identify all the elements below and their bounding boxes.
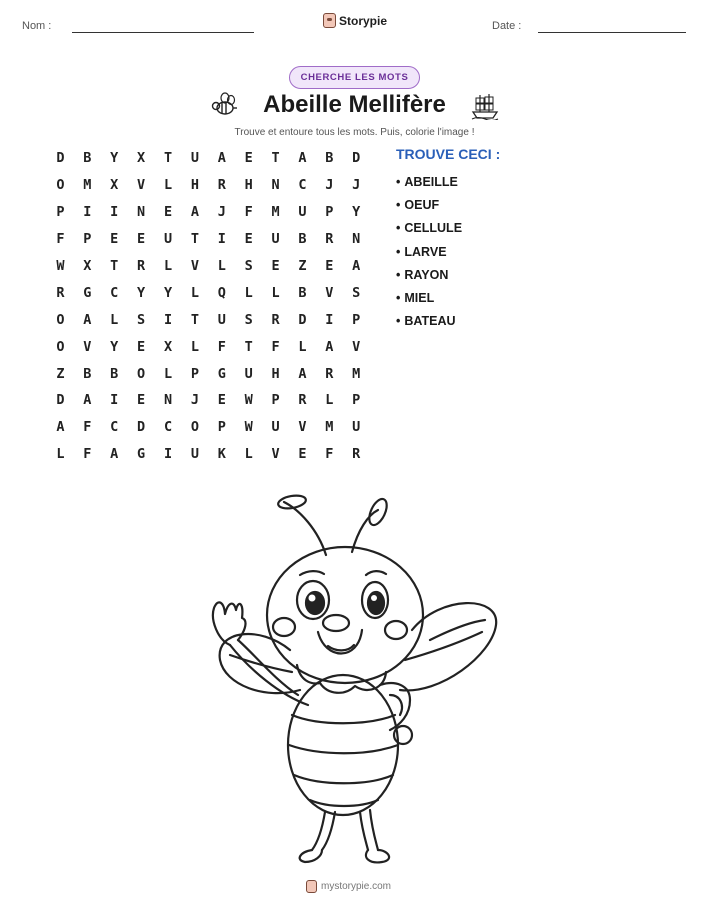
grid-letter: E bbox=[244, 231, 253, 248]
grid-letter: G bbox=[137, 446, 146, 463]
word-text: OEUF bbox=[404, 197, 440, 212]
grid-letter: E bbox=[217, 392, 226, 409]
word-list-item bbox=[396, 286, 462, 309]
grid-letter: D bbox=[56, 392, 65, 409]
grid-letter: A bbox=[298, 150, 307, 167]
grid-letter: V bbox=[325, 284, 334, 301]
grid-letter: U bbox=[217, 311, 226, 328]
word-list bbox=[396, 170, 462, 333]
grid-letter: J bbox=[190, 392, 199, 409]
word-text: ABEILLE bbox=[404, 174, 458, 189]
grid-letter: S bbox=[244, 311, 253, 328]
activity-badge: CHERCHE LES MOTS bbox=[289, 66, 420, 89]
grid-letter: U bbox=[271, 231, 280, 248]
grid-letter: Z bbox=[56, 365, 65, 382]
word-list-item bbox=[396, 240, 462, 263]
word-list-item bbox=[396, 170, 462, 193]
grid-letter: P bbox=[271, 392, 280, 409]
grid-letter: G bbox=[83, 284, 92, 301]
grid-letter: X bbox=[110, 177, 119, 194]
grid-letter: U bbox=[244, 365, 253, 382]
grid-letter: O bbox=[137, 365, 146, 382]
grid-letter: X bbox=[83, 258, 92, 274]
grid-letter: D bbox=[56, 150, 65, 167]
grid-letter: E bbox=[325, 258, 334, 274]
grid-letter: U bbox=[163, 231, 173, 248]
grid-letter: E bbox=[244, 150, 253, 167]
instructions: Trouve et entoure tous les mots. Puis, colorie l'image ! bbox=[234, 127, 475, 138]
grid-letter: L bbox=[325, 392, 334, 409]
brand bbox=[323, 13, 387, 28]
word-text: MIEL bbox=[404, 291, 435, 306]
grid-letter: N bbox=[137, 204, 146, 221]
grid-letter: S bbox=[352, 284, 361, 301]
grid-letter: C bbox=[110, 284, 119, 301]
grid-letter: J bbox=[352, 177, 361, 194]
word-text: CELLULE bbox=[404, 221, 463, 236]
word-text: BATEAU bbox=[404, 314, 456, 329]
grid-letter: L bbox=[56, 446, 65, 463]
name-line bbox=[72, 32, 254, 33]
grid-letter: B bbox=[298, 231, 307, 248]
grid-letter: U bbox=[190, 150, 199, 167]
word-list-item bbox=[396, 310, 462, 333]
grid-letter: Y bbox=[163, 284, 173, 301]
grid-letter: L bbox=[244, 284, 253, 301]
grid-letter: L bbox=[110, 311, 119, 328]
grid-letter: U bbox=[271, 419, 280, 436]
grid-letter: N bbox=[352, 231, 361, 248]
grid-letter: C bbox=[110, 419, 119, 436]
bullet-icon: • bbox=[396, 221, 401, 236]
grid-letter: N bbox=[163, 392, 173, 409]
grid-letter: F bbox=[83, 446, 92, 463]
grid-letter: P bbox=[352, 311, 361, 328]
grid-letter: M bbox=[352, 365, 361, 382]
grid-letter: E bbox=[298, 446, 307, 463]
grid-letter: V bbox=[298, 419, 307, 436]
grid-letter: L bbox=[163, 365, 173, 382]
grid-letter: E bbox=[271, 258, 280, 274]
grid-letter: M bbox=[325, 419, 334, 436]
grid-letter: R bbox=[271, 311, 280, 328]
grid-letter: V bbox=[190, 258, 199, 274]
grid-letter: N bbox=[271, 177, 280, 194]
footer bbox=[306, 880, 391, 893]
grid-letter: B bbox=[298, 284, 307, 301]
grid-letter: P bbox=[83, 231, 92, 248]
grid-letter: F bbox=[56, 231, 65, 248]
grid-letter: I bbox=[217, 231, 226, 248]
grid-letter: D bbox=[298, 311, 307, 328]
grid-letter: A bbox=[56, 419, 65, 436]
grid-letter: R bbox=[325, 365, 334, 382]
grid-letter: I bbox=[110, 392, 119, 409]
name-label: Nom : bbox=[22, 20, 52, 32]
grid-letter: I bbox=[163, 446, 173, 463]
grid-letter: F bbox=[244, 204, 253, 221]
bullet-icon: • bbox=[396, 291, 401, 306]
grid-letter: R bbox=[137, 258, 146, 274]
grid-letter: V bbox=[352, 338, 361, 355]
grid-letter: W bbox=[244, 392, 253, 409]
grid-letter: E bbox=[137, 392, 146, 409]
grid-letter: S bbox=[244, 258, 253, 274]
grid-letter: L bbox=[217, 258, 226, 274]
grid-letter: P bbox=[190, 365, 199, 382]
bullet-icon: • bbox=[396, 197, 401, 212]
grid-letter: L bbox=[190, 284, 199, 301]
grid-letter: L bbox=[244, 446, 253, 463]
grid-letter: T bbox=[190, 231, 199, 248]
ship-icon bbox=[470, 92, 500, 120]
grid-letter: J bbox=[325, 177, 334, 194]
grid-letter: A bbox=[190, 204, 199, 221]
grid-letter: B bbox=[83, 150, 92, 167]
grid-letter: O bbox=[56, 177, 65, 194]
grid-letter: L bbox=[298, 338, 307, 355]
date-label: Date : bbox=[492, 20, 522, 32]
bullet-icon: • bbox=[396, 244, 401, 259]
word-text: RAYON bbox=[404, 267, 449, 282]
grid-letter: X bbox=[137, 150, 146, 167]
grid-letter: R bbox=[56, 284, 65, 301]
grid-letter: G bbox=[217, 365, 226, 382]
grid-letter: A bbox=[352, 258, 361, 274]
bullet-icon: • bbox=[396, 314, 401, 329]
grid-letter: F bbox=[217, 338, 226, 355]
grid-letter: H bbox=[190, 177, 199, 194]
storypie-logo-icon bbox=[323, 13, 336, 28]
grid-letter: E bbox=[163, 204, 173, 221]
grid-letter: V bbox=[83, 338, 92, 355]
grid-letter: U bbox=[190, 446, 199, 463]
footer-url: mystorypie.com bbox=[321, 881, 392, 892]
page-title: Abeille Mellifère bbox=[263, 91, 446, 118]
grid-letter: Y bbox=[352, 204, 361, 221]
grid-letter: K bbox=[217, 446, 226, 463]
grid-letter: A bbox=[83, 311, 92, 328]
grid-letter: R bbox=[298, 392, 307, 409]
grid-letter: O bbox=[56, 338, 65, 355]
grid-letter: J bbox=[217, 204, 226, 221]
grid-letter: R bbox=[325, 231, 334, 248]
grid-letter: E bbox=[110, 231, 119, 248]
grid-letter: A bbox=[110, 446, 119, 463]
word-search-grid bbox=[47, 145, 370, 468]
grid-letter: Z bbox=[298, 258, 307, 274]
grid-letter: O bbox=[56, 311, 65, 328]
word-text: LARVE bbox=[404, 244, 447, 259]
grid-letter: A bbox=[217, 150, 226, 167]
date-line bbox=[538, 32, 686, 33]
grid-letter: P bbox=[217, 419, 226, 436]
bee-illustration bbox=[200, 490, 510, 875]
grid-letter: P bbox=[56, 204, 65, 221]
grid-letter: Q bbox=[217, 284, 226, 301]
grid-letter: I bbox=[110, 204, 119, 221]
grid-letter: T bbox=[271, 150, 280, 167]
word-list-item bbox=[396, 193, 462, 216]
grid-letter: P bbox=[352, 392, 361, 409]
grid-letter: O bbox=[190, 419, 199, 436]
grid-letter: T bbox=[244, 338, 253, 355]
storypie-logo-icon bbox=[306, 880, 317, 893]
grid-letter: A bbox=[325, 338, 334, 355]
grid-letter: H bbox=[271, 365, 280, 382]
grid-letter: T bbox=[163, 150, 173, 167]
grid-letter: V bbox=[271, 446, 280, 463]
grid-letter: L bbox=[163, 258, 173, 274]
grid-letter: U bbox=[352, 419, 361, 436]
grid-letter: P bbox=[325, 204, 334, 221]
grid-letter: T bbox=[190, 311, 199, 328]
grid-letter: Y bbox=[110, 150, 119, 167]
grid-letter: Y bbox=[110, 338, 119, 355]
grid-letter: S bbox=[137, 311, 146, 328]
grid-letter: U bbox=[298, 204, 307, 221]
brand-name: Storypie bbox=[339, 13, 388, 28]
grid-letter: C bbox=[163, 419, 173, 436]
grid-letter: F bbox=[325, 446, 334, 463]
word-list-item bbox=[396, 217, 462, 240]
word-list-title: TROUVE CECI : bbox=[396, 146, 501, 162]
word-list-item bbox=[396, 263, 462, 286]
grid-letter: M bbox=[83, 177, 92, 194]
grid-letter: D bbox=[352, 150, 361, 167]
grid-letter: D bbox=[137, 419, 146, 436]
grid-letter: E bbox=[137, 338, 146, 355]
grid-letter: F bbox=[271, 338, 280, 355]
grid-letter: L bbox=[163, 177, 173, 194]
grid-letter: T bbox=[110, 258, 119, 274]
grid-letter: I bbox=[83, 204, 92, 221]
grid-letter: F bbox=[83, 419, 92, 436]
grid-letter: M bbox=[271, 204, 280, 221]
grid-letter: A bbox=[83, 392, 92, 409]
grid-letter: H bbox=[244, 177, 253, 194]
grid-letter: B bbox=[83, 365, 92, 382]
grid-letter: B bbox=[110, 365, 119, 382]
grid-letter: R bbox=[217, 177, 226, 194]
grid-letter: E bbox=[137, 231, 146, 248]
grid-letter: A bbox=[298, 365, 307, 382]
grid-letter: X bbox=[163, 338, 173, 355]
grid-letter: L bbox=[190, 338, 199, 355]
grid-letter: C bbox=[298, 177, 307, 194]
grid-letter: I bbox=[325, 311, 334, 328]
bullet-icon: • bbox=[396, 174, 401, 189]
grid-letter: L bbox=[271, 284, 280, 301]
grid-letter: B bbox=[325, 150, 334, 167]
grid-letter: Y bbox=[137, 284, 146, 301]
grid-letter: W bbox=[56, 258, 65, 274]
grid-letter: R bbox=[352, 446, 361, 463]
grid-letter: V bbox=[137, 177, 146, 194]
grid-letter: W bbox=[244, 419, 253, 436]
bullet-icon: • bbox=[396, 267, 401, 282]
grid-letter: I bbox=[163, 311, 173, 328]
